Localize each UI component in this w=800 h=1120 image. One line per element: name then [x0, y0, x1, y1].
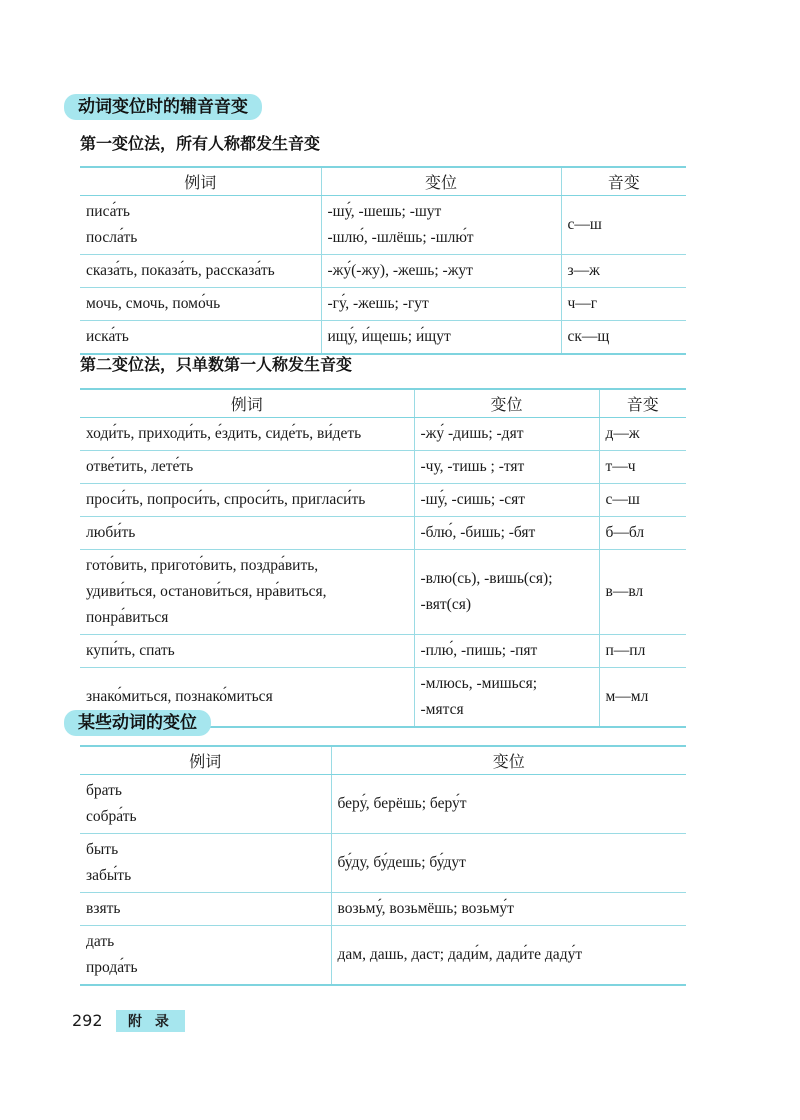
- table-row: [80, 834, 686, 893]
- table-row: [80, 926, 686, 986]
- table-row: [80, 484, 686, 517]
- examples-line: взять: [86, 900, 121, 917]
- table-row: [80, 321, 686, 355]
- examples-line: прода́ть: [86, 959, 138, 976]
- header-conjugation: 变位: [321, 167, 561, 196]
- cell-forms: [331, 926, 686, 986]
- examples-line: удиви́ться, останови́ться, нра́виться,: [86, 583, 327, 600]
- forms-line: возьму́, возьмёшь; возьму́т: [337, 900, 514, 917]
- table-row: [80, 550, 686, 635]
- forms-line: -млюсь, -мишься;: [420, 675, 538, 692]
- cell-change: с—ш: [599, 484, 686, 517]
- cell-forms: [321, 196, 561, 255]
- header-examples: 例词: [80, 389, 414, 418]
- forms-line: -шлю́, -шлёшь; -шлю́т: [327, 229, 474, 246]
- cell-examples: [80, 635, 414, 668]
- cell-forms: [414, 484, 599, 517]
- examples-line: брать: [86, 782, 122, 799]
- forms-line: -влю(сь), -вишь(ся);: [420, 570, 553, 587]
- cell-examples: [80, 775, 331, 834]
- irregular-verbs-table: [80, 745, 686, 986]
- forms-line: -вят(ся): [420, 596, 472, 613]
- cell-change: з—ж: [561, 255, 686, 288]
- examples-line: купи́ть, спать: [86, 642, 175, 659]
- forms-line: ищу́, и́щешь; и́щут: [327, 328, 451, 345]
- cell-forms: [331, 893, 686, 926]
- cell-examples: [80, 288, 321, 321]
- forms-line: -блю́, -бишь; -бят: [420, 524, 536, 541]
- cell-examples: [80, 196, 321, 255]
- cell-change: м—мл: [599, 668, 686, 728]
- cell-forms: [414, 635, 599, 668]
- table-row: [80, 517, 686, 550]
- cell-examples: [80, 834, 331, 893]
- header-examples: 例词: [80, 167, 321, 196]
- forms-line: -плю́, -пишь; -пят: [420, 642, 538, 659]
- cell-forms: [414, 418, 599, 451]
- forms-line: -гу́, -жешь; -гут: [327, 295, 429, 312]
- examples-line: писа́ть: [86, 203, 130, 220]
- appendix-label: 附 录: [116, 1010, 185, 1032]
- first-conjugation-heading: 第一变位法，所有人称都发生音变: [80, 134, 321, 153]
- examples-line: быть: [86, 841, 119, 858]
- examples-line: понра́виться: [86, 609, 169, 626]
- examples-line: сказа́ть, показа́ть, рассказа́ть: [86, 262, 275, 279]
- examples-line: посла́ть: [86, 229, 138, 246]
- page-number: 292: [72, 1011, 103, 1030]
- table-row: [80, 418, 686, 451]
- section-title-consonant-alternation: 动词变位时的辅音音变: [64, 94, 262, 120]
- cell-examples: [80, 418, 414, 451]
- examples-line: знако́миться, познако́миться: [86, 688, 273, 705]
- cell-forms: [321, 321, 561, 355]
- forms-line: -шу́, -шешь; -шут: [327, 203, 442, 220]
- examples-line: отве́тить, лете́ть: [86, 458, 194, 475]
- cell-change: т—ч: [599, 451, 686, 484]
- second-conjugation-heading: 第二变位法，只单数第一人称发生音变: [80, 355, 353, 374]
- forms-line: -шу́, -сишь; -сят: [420, 491, 526, 508]
- forms-line: -жу́ -дишь; -дят: [420, 425, 524, 442]
- cell-change: ч—г: [561, 288, 686, 321]
- examples-line: забы́ть: [86, 867, 132, 884]
- cell-forms: [331, 834, 686, 893]
- cell-examples: [80, 451, 414, 484]
- header-examples: 例词: [80, 746, 331, 775]
- cell-forms: [414, 517, 599, 550]
- table-header-row: [80, 167, 686, 196]
- table-header-row: [80, 389, 686, 418]
- cell-change: с—ш: [561, 196, 686, 255]
- table-row: [80, 775, 686, 834]
- examples-line: дать: [86, 933, 115, 950]
- cell-forms: [321, 288, 561, 321]
- forms-line: беру́, берёшь; беру́т: [337, 795, 467, 812]
- cell-forms: [414, 668, 599, 728]
- cell-examples: [80, 484, 414, 517]
- forms-line: дам, дашь, даст; дади́м, дади́те даду́т: [337, 946, 583, 963]
- examples-line: иска́ть: [86, 328, 129, 345]
- table-header-row: [80, 746, 686, 775]
- table-row: [80, 635, 686, 668]
- cell-examples: [80, 517, 414, 550]
- table-row: [80, 288, 686, 321]
- cell-examples: [80, 255, 321, 288]
- header-sound-change: 音变: [561, 167, 686, 196]
- examples-line: проси́ть, попроси́ть, спроси́ть, пригласи́ть: [86, 491, 366, 508]
- first-conjugation-table: [80, 166, 686, 355]
- cell-forms: [331, 775, 686, 834]
- examples-line: ходи́ть, приходи́ть, е́здить, сиде́ть, ви́деть: [86, 425, 362, 442]
- cell-change: б—бл: [599, 517, 686, 550]
- examples-line: мочь, смочь, помо́чь: [86, 295, 221, 312]
- forms-line: -чу, -тишь ; -тят: [420, 458, 525, 475]
- cell-examples: [80, 550, 414, 635]
- cell-examples: [80, 893, 331, 926]
- forms-line: бу́ду, бу́дешь; бу́дут: [337, 854, 466, 871]
- header-conjugation: 变位: [331, 746, 686, 775]
- table-row: [80, 893, 686, 926]
- table-row: [80, 196, 686, 255]
- second-conjugation-table: [80, 388, 686, 728]
- section-title-irregular-verbs: 某些动词的变位: [64, 710, 211, 736]
- table-row: [80, 255, 686, 288]
- forms-line: -мятся: [420, 701, 464, 718]
- cell-forms: [321, 255, 561, 288]
- examples-line: люби́ть: [86, 524, 136, 541]
- cell-examples: [80, 926, 331, 986]
- examples-line: гото́вить, пригото́вить, поздра́вить,: [86, 557, 319, 574]
- header-conjugation: 变位: [414, 389, 599, 418]
- examples-line: собра́ть: [86, 808, 137, 825]
- cell-change: ск—щ: [561, 321, 686, 355]
- table-row: [80, 451, 686, 484]
- forms-line: -жу́(-жу), -жешь; -жут: [327, 262, 473, 279]
- header-sound-change: 音变: [599, 389, 686, 418]
- cell-change: д—ж: [599, 418, 686, 451]
- cell-change: п—пл: [599, 635, 686, 668]
- cell-forms: [414, 451, 599, 484]
- cell-forms: [414, 550, 599, 635]
- cell-change: в—вл: [599, 550, 686, 635]
- cell-examples: [80, 321, 321, 355]
